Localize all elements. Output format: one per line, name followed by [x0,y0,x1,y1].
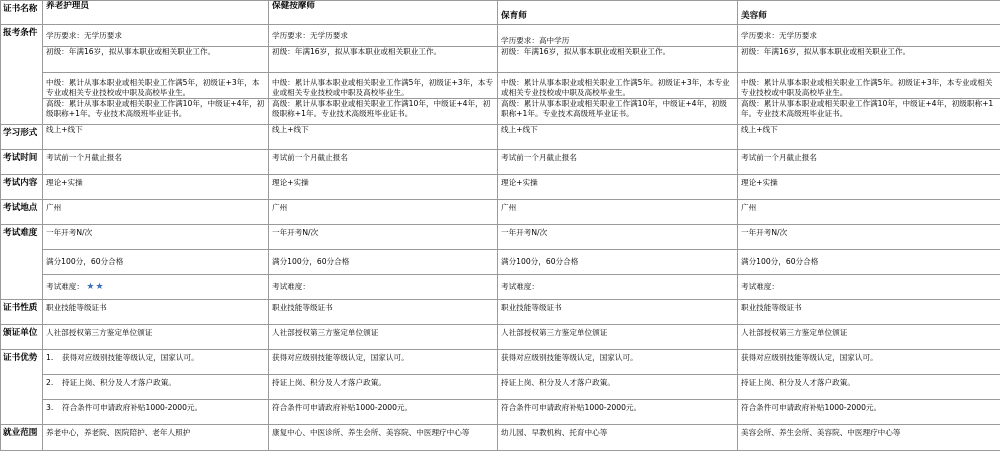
junior-cell: 初级：年满16岁，拟从事本职业或相关职业工作。 [43,47,269,73]
employment-cell: 养老中心，养老院、医院陪护、老年人照护 [43,425,269,451]
list-number: 2. [46,378,54,387]
difficulty-level-cell: 考试难度： [738,275,1000,300]
row-label-employment: 就业范围 [1,425,43,451]
advantage-cell [43,350,269,375]
difficulty-level-row [1,275,1000,300]
row-label-nature: 证书性质 [1,300,43,325]
list-number: 1. [46,353,54,362]
nature-row [1,300,1000,325]
advantage-text: 获得对应级别技能等级认定，国家认可。 [62,353,199,362]
middle-cell: 中级：累计从事本职业或相关职业工作满5年，初级证+3年，本专业或相关专业技校或中职及高校毕业生。 [269,73,498,99]
nature-cell: 职业技能等级证书 [738,300,1000,325]
row-label-requirements: 报考条件 [1,25,43,125]
study-form-row [1,125,1000,150]
junior-cell: 初级：年满16岁，拟从事本职业或相关职业工作。 [738,47,1000,73]
advantage-cell: 符合条件可申请政府补贴1000-2000元。 [269,400,498,425]
advantage-cell: 持证上岗、积分及人才落户政策。 [269,375,498,400]
advantage-text: 符合条件可申请政府补贴1000-2000元。 [62,403,203,412]
advantage-row-1 [1,350,1000,375]
exam-place-cell: 广州 [269,200,498,225]
middle-cell: 中级：累计从事本职业或相关职业工作满5年。初级证+3年，本专业或相关专业技校或中职及高校毕业生。 [738,73,1000,99]
header-cell: 保健按摩师 [269,1,498,25]
senior-cell: 高级：累计从事本职业或相关职业工作满10年，中级证+4年，初级职称+1年。专业技术高级班毕业证书。 [269,99,498,125]
row-label-issuer: 颁证单位 [1,325,43,350]
row-label-exam-content: 考试内容 [1,175,43,200]
exam-place-row [1,200,1000,225]
senior-cell: 高级：累计从事本职业或相关职业工作满10年，中级证+4年，初级职称+1年。专业技术高级班毕业证书。 [43,99,269,125]
education-cell: 学历要求：高中学历 [498,25,738,47]
advantage-cell [43,400,269,425]
education-cell: 学历要求：无学历要求 [738,25,1000,47]
issuer-row [1,325,1000,350]
exam-content-cell: 理论+实操 [269,175,498,200]
employment-row [1,425,1000,451]
header-cell: 美容师 [738,1,1000,25]
requirements-education-row [1,25,1000,47]
employment-cell: 幼儿园、早教机构、托育中心等 [498,425,738,451]
employment-cell: 美容会所、养生会所、美容院、中医理疗中心等 [738,425,1000,451]
exam-content-row [1,175,1000,200]
exam-content-cell: 理论+实操 [738,175,1000,200]
employment-cell: 康复中心、中医诊所、养生会所、美容院、中医理疗中心等 [269,425,498,451]
row-label-exam-time: 考试时间 [1,150,43,175]
header-row [1,1,1000,25]
advantage-row-3 [1,400,1000,425]
difficulty-level-cell: 考试难度： [269,275,498,300]
advantage-cell: 符合条件可申请政府补贴1000-2000元。 [498,400,738,425]
issuer-cell: 人社部授权第三方鉴定单位颁证 [43,325,269,350]
exam-content-cell: 理论+实操 [498,175,738,200]
header-cell: 保育师 [498,1,738,25]
advantage-cell: 持证上岗、积分及人才落户政策。 [738,375,1000,400]
issuer-cell: 人社部授权第三方鉴定单位颁证 [498,325,738,350]
exam-place-cell: 广州 [43,200,269,225]
nature-cell: 职业技能等级证书 [43,300,269,325]
junior-cell: 初级：年满16岁，拟从事本职业或相关职业工作。 [498,47,738,73]
requirements-senior-row [1,99,1000,125]
row-label-advantages: 证书优势 [1,350,43,425]
exam-time-cell: 考试前一个月截止报名 [498,150,738,175]
difficulty-freq-row [1,225,1000,250]
nature-cell: 职业技能等级证书 [498,300,738,325]
difficulty-pass-row [1,250,1000,275]
requirements-junior-row [1,47,1000,73]
issuer-cell: 人社部授权第三方鉴定单位颁证 [738,325,1000,350]
advantage-cell: 持证上岗、积分及人才落户政策。 [498,375,738,400]
difficulty-pass-cell: 满分100分，60分合格 [43,250,269,275]
difficulty-level-label: 考试难度： [46,282,84,291]
middle-cell: 中级：累计从事本职业或相关职业工作满5年。初级证+3年，本专业或相关专业技校或中职及高校毕业生。 [498,73,738,99]
advantage-row-2 [1,375,1000,400]
list-number: 3. [46,403,54,412]
star-rating-icon: ★★ [86,282,105,292]
advantage-cell: 获得对应级别技能等级认定，国家认可。 [738,350,1000,375]
senior-cell: 高级：累计从事本职业或相关职业工作满10年，中级证+4年，初级职称+1年。专业技术高级班毕业证书。 [738,99,1000,125]
study-form-cell: 线上+线下 [43,125,269,150]
requirements-middle-row [1,73,1000,99]
difficulty-level-cell [43,275,269,300]
study-form-cell: 线上+线下 [498,125,738,150]
exam-place-cell: 广州 [498,200,738,225]
difficulty-pass-cell: 满分100分，60分合格 [498,250,738,275]
education-cell: 学历要求：无学历要求 [269,25,498,47]
advantage-cell: 获得对应级别技能等级认定，国家认可。 [498,350,738,375]
senior-cell: 高级：累计从事本职业或相关职业工作满10年，中级证+4年，初级职称+1年。专业技术高级班毕业证书。 [498,99,738,125]
advantage-cell [43,375,269,400]
nature-cell: 职业技能等级证书 [269,300,498,325]
exam-time-row [1,150,1000,175]
exam-place-cell: 广州 [738,200,1000,225]
exam-time-cell: 考试前一个月截止报名 [43,150,269,175]
row-label-cert-name: 证书名称 [1,1,43,25]
row-label-study-form: 学习形式 [1,125,43,150]
exam-time-cell: 考试前一个月截止报名 [738,150,1000,175]
row-label-difficulty: 考试难度 [1,225,43,300]
advantage-cell: 符合条件可申请政府补贴1000-2000元。 [738,400,1000,425]
junior-cell: 初级：年满16岁，拟从事本职业或相关职业工作。 [269,47,498,73]
education-cell: 学历要求：无学历要求 [43,25,269,47]
exam-time-cell: 考试前一个月截止报名 [269,150,498,175]
middle-cell: 中级：累计从事本职业或相关职业工作满5年，初级证+3年，本专业或相关专业技校或中职及高校毕业生。 [43,73,269,99]
issuer-cell: 人社部授权第三方鉴定单位颁证 [269,325,498,350]
study-form-cell: 线上+线下 [269,125,498,150]
row-label-exam-place: 考试地点 [1,200,43,225]
difficulty-freq-cell: 一年开考N/次 [43,225,269,250]
difficulty-level-cell: 考试难度： [498,275,738,300]
header-cell: 养老护理员 [43,1,269,25]
study-form-cell: 线上+线下 [738,125,1000,150]
advantage-cell: 获得对应级别技能等级认定，国家认可。 [269,350,498,375]
difficulty-pass-cell: 满分100分，60分合格 [269,250,498,275]
difficulty-freq-cell: 一年开考N/次 [269,225,498,250]
difficulty-freq-cell: 一年开考N/次 [498,225,738,250]
difficulty-pass-cell: 满分100分，60分合格 [738,250,1000,275]
exam-content-cell: 理论+实操 [43,175,269,200]
advantage-text: 持证上岗、积分及人才落户政策。 [62,378,176,387]
difficulty-freq-cell: 一年开考N/次 [738,225,1000,250]
